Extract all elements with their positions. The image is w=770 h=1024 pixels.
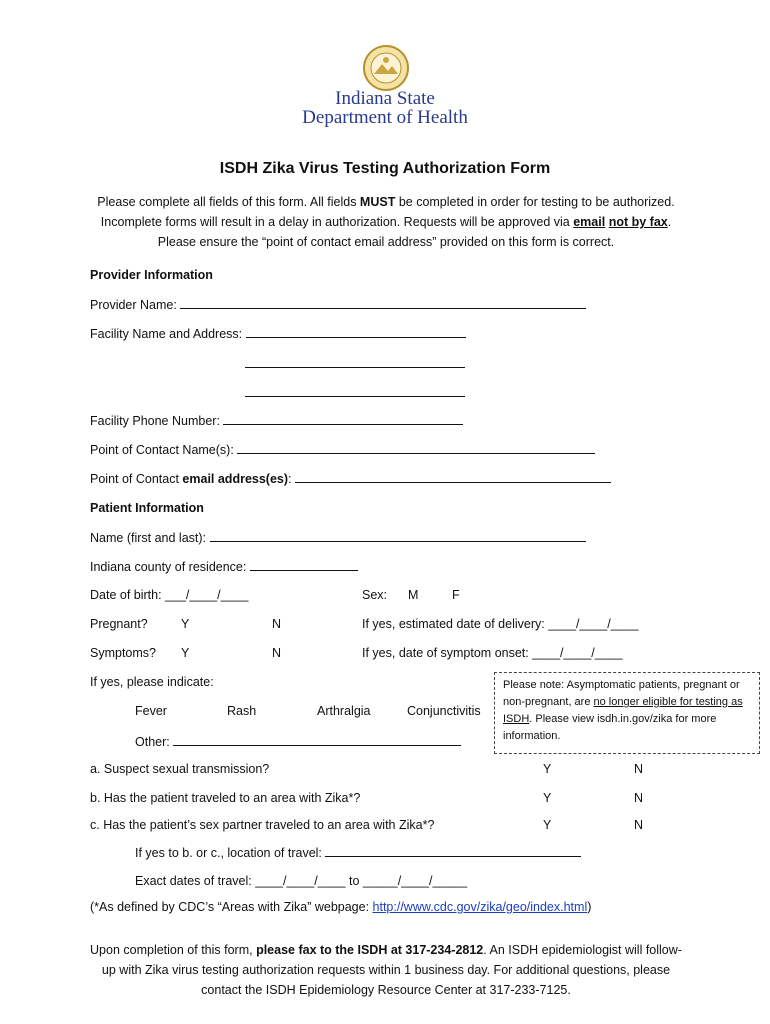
dob-field[interactable]: Date of birth: ___/____/____ — [90, 588, 249, 602]
intro-paragraph: Please complete all fields of this form. All fields MUST be completed in order for testing to be authorized. Incomplete forms will result in a delay in authorization. Requests will be approved via email not by fax. Please ensure the “point of contact email address” provided on this form is correct. — [97, 195, 675, 249]
patient-name-field[interactable] — [210, 530, 586, 542]
delivery-date-field[interactable]: If yes, estimated date of delivery: ____/____/____ — [362, 617, 639, 631]
question-b-no-option[interactable]: N — [634, 791, 644, 805]
question-c-yes-option[interactable]: Y — [543, 818, 552, 832]
phone-row — [90, 413, 463, 428]
sex-label: Sex: — [362, 588, 388, 602]
closing-paragraph: Upon completion of this form, please fax to the ISDH at 317-234-2812. An ISDH epidemiologist will follow-up with Zika virus testing authorization requests within 1 business day. For additional questions, please contact the ISDH Epidemiology Resource Center at 317-233-7125. — [90, 943, 682, 997]
other-field[interactable] — [173, 734, 461, 746]
question-a-yes-option[interactable]: Y — [543, 762, 552, 776]
org-name-line2: Department of Health — [302, 107, 468, 128]
cdc-zika-link[interactable]: http://www.cdc.gov/zika/geo/index.html — [372, 900, 588, 914]
phone-field[interactable] — [223, 413, 463, 425]
question-a-label: a. Suspect sexual transmission? — [90, 762, 270, 776]
sex-m-option[interactable]: M — [408, 588, 419, 602]
pregnant-label: Pregnant? — [90, 617, 148, 631]
org-name-line1: Indiana State — [335, 88, 435, 109]
contact-label: Point of Contact Name(s): — [90, 443, 234, 457]
question-b-yes-option[interactable]: Y — [543, 791, 552, 805]
symptom-conjunctivitis-option[interactable]: Conjunctivitis — [407, 704, 481, 718]
contact-field[interactable] — [237, 442, 595, 454]
facility-label: Facility Name and Address: — [90, 327, 243, 341]
facility-field-1[interactable] — [246, 326, 466, 338]
pregnant-yes-option[interactable]: Y — [181, 617, 190, 631]
symptom-fever-option[interactable]: Fever — [135, 704, 167, 718]
question-b-label: b. Has the patient traveled to an area with Zika*? — [90, 791, 361, 805]
isdh-seal — [362, 44, 410, 92]
county-row: Indiana county of residence: — [90, 559, 358, 574]
facility-field-2[interactable] — [245, 356, 465, 368]
onset-date-field[interactable]: If yes, date of symptom onset: ____/____/____ — [362, 646, 623, 660]
email-row: Point of Contact email address(es): — [90, 471, 611, 486]
county-field[interactable] — [250, 559, 358, 571]
cdc-footnote: (*As defined by CDC’s “Areas with Zika” webpage: http://www.cdc.gov/zika/geo/index.html) — [90, 900, 592, 914]
provider-name-row — [90, 297, 586, 312]
facility-field-3[interactable] — [245, 385, 465, 397]
provider-heading: Provider Information — [90, 268, 213, 282]
symptom-arthralgia-option[interactable]: Arthralgia — [317, 704, 371, 718]
travel-location-field[interactable] — [325, 845, 581, 857]
question-c-label: c. Has the patient’s sex partner traveled to an area with Zika*? — [90, 818, 435, 832]
symptom-rash-option[interactable]: Rash — [227, 704, 257, 718]
patient-name-row: Name (first and last): — [90, 530, 586, 545]
contact-row — [90, 442, 595, 457]
indicate-label: If yes, please indicate: — [90, 675, 214, 689]
patient-heading: Patient Information — [90, 501, 204, 515]
provider-name-label: Provider Name: — [90, 298, 177, 312]
sex-f-option[interactable]: F — [452, 588, 460, 602]
question-a-no-option[interactable]: N — [634, 762, 644, 776]
provider-name-field[interactable] — [180, 297, 586, 309]
symptoms-label: Symptoms? — [90, 646, 156, 660]
symptoms-no-option[interactable]: N — [272, 646, 282, 660]
travel-location-row: If yes to b. or c., location of travel: — [135, 845, 581, 860]
question-c-no-option[interactable]: N — [634, 818, 644, 832]
phone-label: Facility Phone Number: — [90, 414, 220, 428]
email-field[interactable] — [295, 471, 611, 483]
other-row: Other: — [135, 734, 461, 749]
pregnant-no-option[interactable]: N — [272, 617, 282, 631]
symptoms-yes-option[interactable]: Y — [181, 646, 190, 660]
form-title: ISDH Zika Virus Testing Authorization Form — [219, 160, 551, 177]
travel-dates-field[interactable]: Exact dates of travel: ____/____/____ to _____/____/_____ — [135, 874, 468, 888]
facility-row — [90, 326, 466, 341]
eligibility-note: Please note: Asymptomatic patients, pregnant or non-pregnant, are no longer eligible for testing as ISDH. Please view isdh.in.gov/zika for more information. — [494, 672, 760, 754]
